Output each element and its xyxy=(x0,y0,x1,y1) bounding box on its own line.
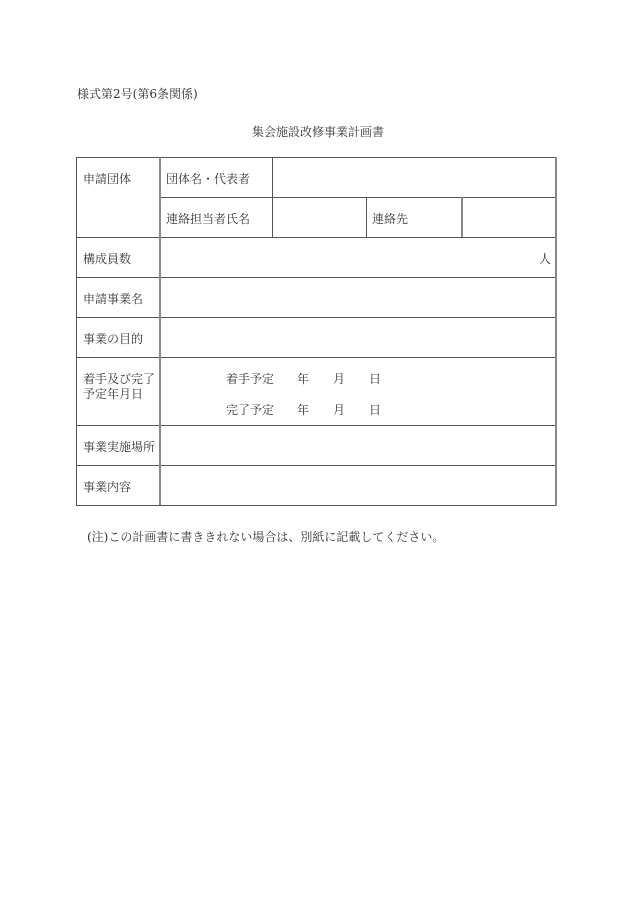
schedule-label-line2: 予定年月日 xyxy=(83,387,144,401)
end-year-unit[interactable]: 年 xyxy=(297,403,310,417)
end-month-unit[interactable]: 月 xyxy=(333,403,346,417)
start-day-unit[interactable]: 日 xyxy=(369,372,382,386)
start-year-unit[interactable]: 年 xyxy=(297,372,310,386)
end-date-label: 完了予定 xyxy=(226,403,275,417)
start-date-label: 着手予定 xyxy=(226,372,275,386)
purpose-field[interactable] xyxy=(162,318,555,357)
applicant-group-label: 申請団体 xyxy=(83,172,132,186)
location-label: 事業実施場所 xyxy=(83,440,156,454)
group-name-rep-field[interactable] xyxy=(274,158,555,197)
note-text: (注)この計画書に書ききれない場合は、別紙に記載してください。 xyxy=(87,530,445,544)
document-title: 集会施設改修事業計画書 xyxy=(252,125,385,139)
contact-field[interactable] xyxy=(463,198,555,237)
start-month-unit[interactable]: 月 xyxy=(333,372,346,386)
end-day-unit[interactable]: 日 xyxy=(369,403,382,417)
form-number-label: 様式第2号(第6条関係) xyxy=(77,87,198,101)
contact-person-field[interactable] xyxy=(274,198,366,237)
purpose-label: 事業の目的 xyxy=(83,332,144,346)
members-field[interactable] xyxy=(162,238,532,277)
location-field[interactable] xyxy=(162,426,555,465)
project-name-label: 申請事業名 xyxy=(83,292,144,306)
schedule-label-line1: 着手及び完了 xyxy=(83,372,156,386)
content-label: 事業内容 xyxy=(83,480,132,494)
contact-label: 連絡先 xyxy=(372,212,409,226)
content-field[interactable] xyxy=(162,466,555,505)
project-name-field[interactable] xyxy=(162,278,555,317)
members-unit: 人 xyxy=(539,252,552,266)
members-label: 構成員数 xyxy=(83,252,132,266)
group-name-rep-label: 団体名・代表者 xyxy=(166,172,251,186)
contact-person-label: 連絡担当者氏名 xyxy=(166,212,251,226)
